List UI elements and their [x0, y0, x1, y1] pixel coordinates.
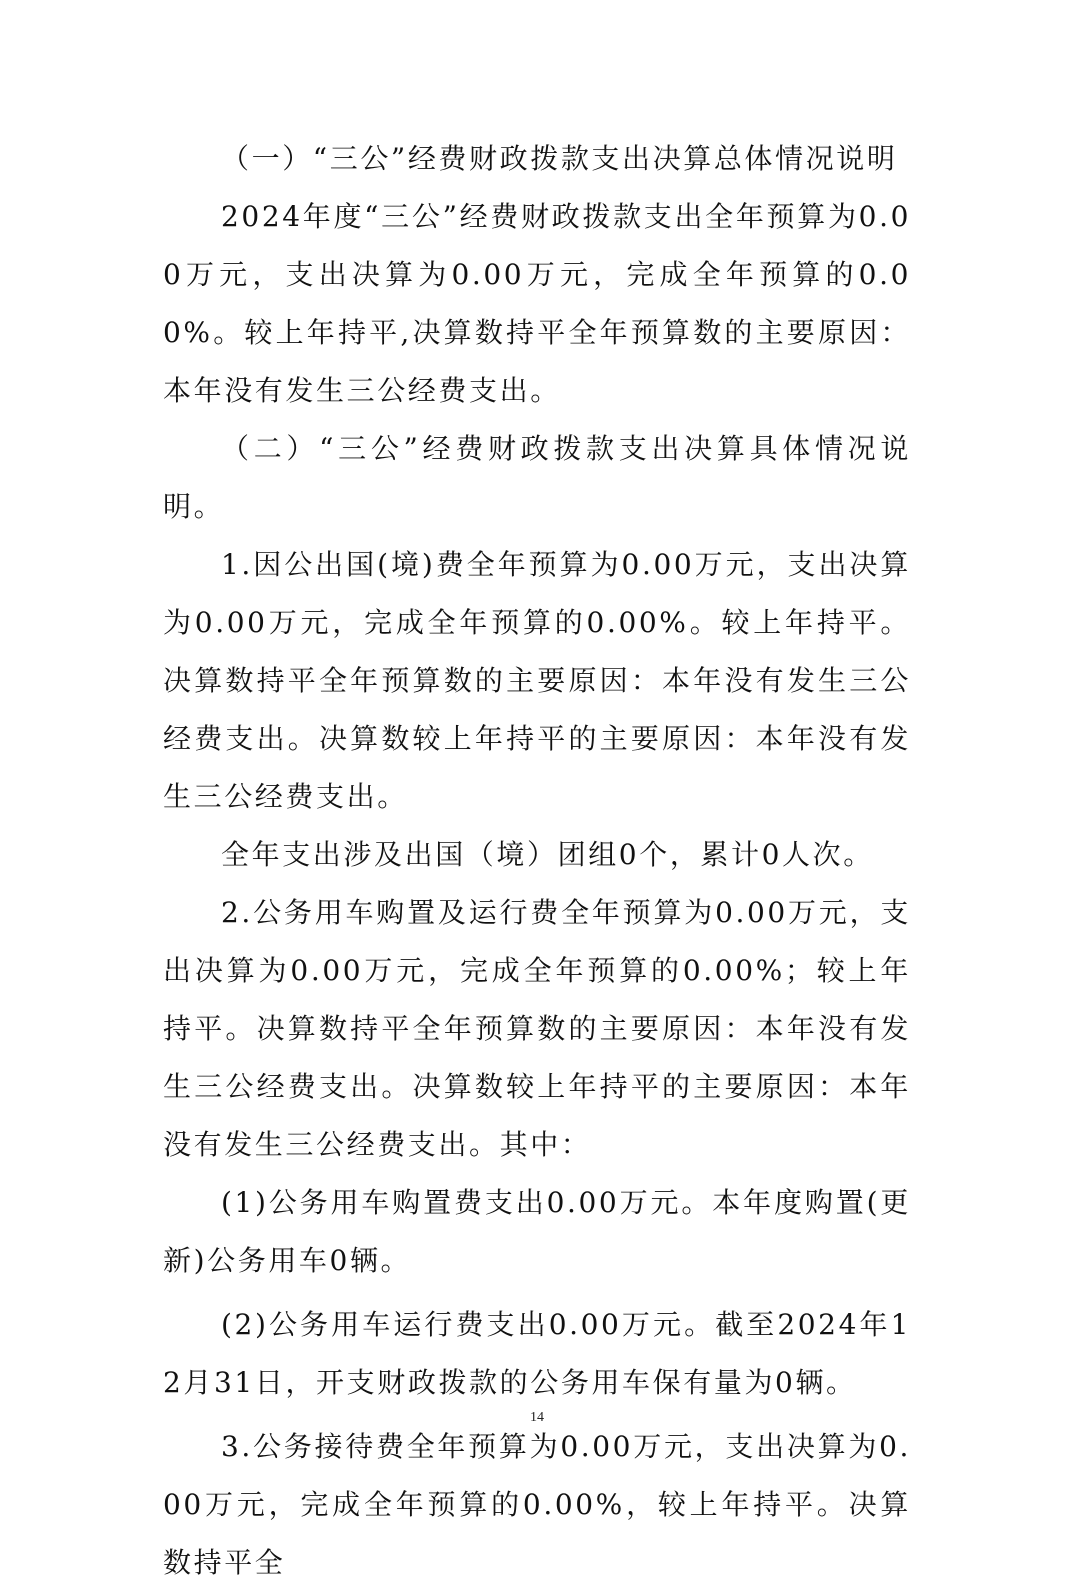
document-body	[163, 130, 911, 1592]
paragraph-vehicle-expense: 2.公务用车购置及运行费全年预算为0.00万元，支出决算为0.00万元，完成全年预算的0.00%；较上年持平。决算数持平全年预算数的主要原因：本年没有发生三公经费支出。决算数较上年持平的主要原因：本年没有发生三公经费支出。其中：	[163, 896, 911, 1161]
paragraph-vehicle-operation: (2)公务用车运行费支出0.00万元。截至2024年12月31日，开支财政拨款的公务用车保有量为0辆。	[163, 1308, 911, 1399]
paragraph-vehicle-purchase: (1)公务用车购置费支出0.00万元。本年度购置(更新)公务用车0辆。	[163, 1186, 911, 1277]
paragraph-reception-expense: 3.公务接待费全年预算为0.00万元，支出决算为0.00万元，完成全年预算的0.00%，较上年持平。决算数持平全	[163, 1430, 911, 1579]
paragraph-overseas-groups: 全年支出涉及出国（境）团组0个，累计0人次。	[221, 838, 874, 871]
paragraph-overseas-expense: 1.因公出国(境)费全年预算为0.00万元，支出决算为0.00万元，完成全年预算的0.00%。较上年持平。决算数持平全年预算数的主要原因：本年没有发生三公经费支出。决算数较上年持平的主要原因：本年没有发生三公经费支出。	[163, 548, 911, 813]
page-number: 14	[530, 1410, 544, 1425]
section-heading-detail: （二）“三公”经费财政拨款支出决算具体情况说明。	[163, 432, 911, 523]
section-heading-overall: （一）“三公”经费财政拨款支出决算总体情况说明	[221, 142, 898, 175]
paragraph-overall-budget: 2024年度“三公”经费财政拨款支出全年预算为0.00万元，支出决算为0.00万元，完成全年预算的0.00%。较上年持平,决算数持平全年预算数的主要原因：本年没有发生三公经费支出。	[163, 200, 911, 407]
